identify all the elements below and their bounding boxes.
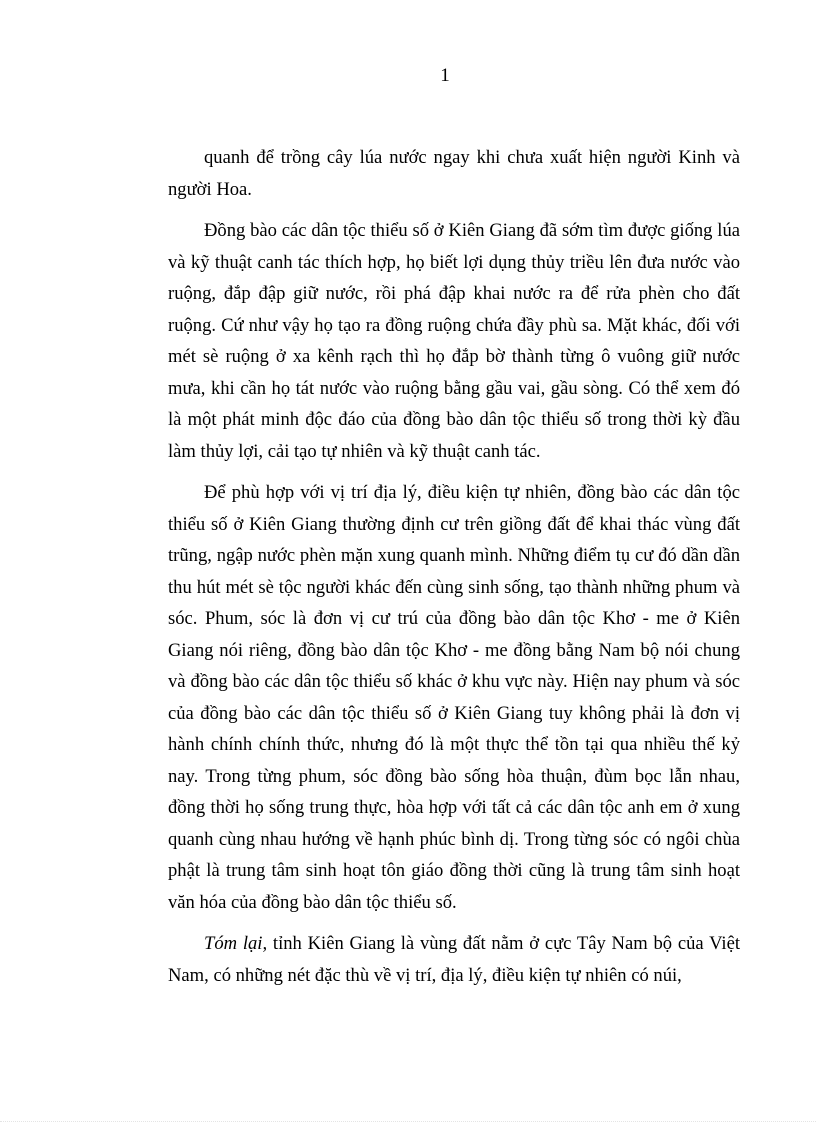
paragraph-2: Đồng bào các dân tộc thiểu số ở Kiên Giang đã sớm tìm được giống lúa và kỹ thuật canh tác thích hợp, họ biết lợi dụng thủy triều lên đưa nước vào ruộng, đắp đập giữ nước, rồi phá đập khai nước ra để rửa phèn cho đất ruộng. Cứ như vậy họ tạo ra đồng ruộng chứa đầy phù sa. Mặt khác, đối với mét sè ruộng ở xa kênh rạch thì họ đắp bờ thành từng ô vuông giữ nước mưa, khi cần họ tát nước vào ruộng bằng gầu vai, gầu sòng. Có thể xem đó là một phát minh độc đáo của đồng bào dân tộc thiểu số trong thời kỳ đầu làm thủy lợi, cải tạo tự nhiên và kỹ thuật canh tác. xyxy=(168,220,740,462)
paragraph-4-text: tỉnh Kiên Giang là vùng đất nằm ở cực Tây Nam bộ của Việt Nam, có những nét đặc thù về vị trí, địa lý, điều kiện tự nhiên có núi, xyxy=(168,933,740,986)
paragraph-4-lead-italic: Tóm lại, xyxy=(204,933,268,954)
page-bottom-edge xyxy=(0,1121,816,1122)
body-text xyxy=(168,142,740,1001)
page-number: 1 xyxy=(440,65,450,86)
paragraph-1: quanh để trồng cây lúa nước ngay khi chưa xuất hiện người Kinh và người Hoa. xyxy=(168,147,740,200)
paragraph-3: Để phù hợp với vị trí địa lý, điều kiện tự nhiên, đồng bào các dân tộc thiểu số ở Kiên Giang thường định cư trên giồng đất để khai thác vùng đất trũng, ngập nước phèn mặn xung quanh mình. Những điểm tụ cư đó dần dần thu hút mét sè tộc người khác đến cùng sinh sống, tạo thành những phum và sóc. Phum, sóc là đơn vị cư trú của đồng bào dân tộc Khơ - me ở Kiên Giang nói riêng, đồng bào dân tộc Khơ - me đồng bằng Nam bộ nói chung và đồng bào các dân tộc thiểu số khác ở khu vực này. Hiện nay phum và sóc của đồng bào các dân tộc thiểu số ở Kiên Giang tuy không phải là đơn vị hành chính chính thức, nhưng đó là một thực thể tồn tại qua nhiều thế kỷ nay. Trong từng phum, sóc đồng bào sống hòa thuận, đùm bọc lẫn nhau, đồng thời họ sống trung thực, hòa hợp với tất cả các dân tộc anh em ở xung quanh cùng nhau hướng về hạnh phúc bình dị. Trong từng sóc có ngôi chùa phật là trung tâm sinh hoạt tôn giáo đồng thời cũng là trung tâm sinh hoạt văn hóa của đồng bào dân tộc thiểu số. xyxy=(168,482,740,913)
paragraph-4 xyxy=(168,928,740,991)
